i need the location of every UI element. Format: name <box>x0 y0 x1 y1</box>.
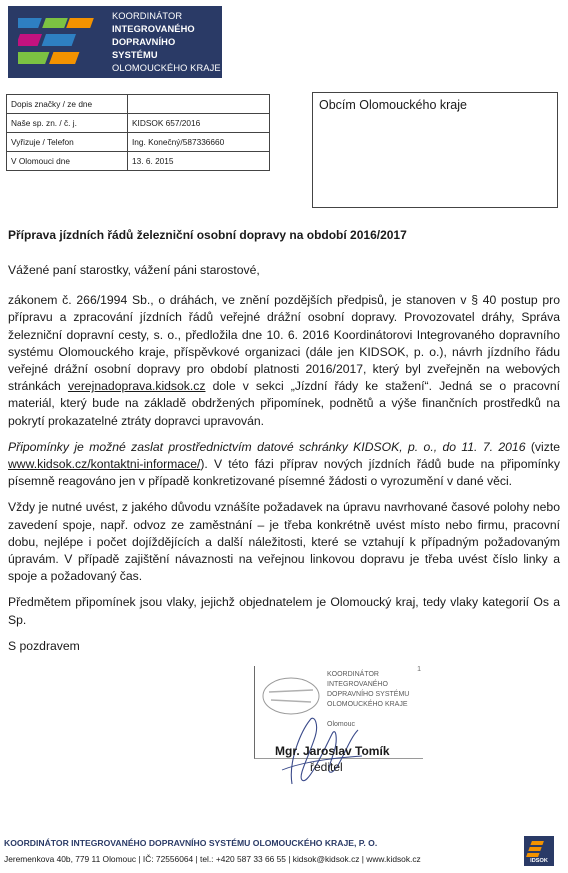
recipient-box: Obcím Olomouckého kraje <box>312 92 558 208</box>
logo-line: INTEGROVANÉHO <box>112 23 195 34</box>
ids-footer-logo <box>524 836 554 866</box>
paragraph: Vždy je nutné uvést, z jakého důvodu vznášíte požadavek na úpravu navrhované časové polohy nebo zavedení spoje, např. odvoz ze zaměstnání – je třeba konkrétně uvést místo nebo firmu, pracovní dobu, nejlépe i počet dojíždějících a další náležitosti, které se vztahují k případným požadovaným úpravám. V případě zajištění návaznosti na veřejnou linkovou dopravu je třeba uvést číslo linky a spoje a požadovaný čas. <box>8 500 560 584</box>
website-link[interactable]: verejnadoprava.kidsok.cz <box>67 379 206 394</box>
meta-label: Naše sp. zn. / č. j. <box>7 114 128 133</box>
salutation: Vážené paní starostky, vážení páni starostové, <box>8 263 260 277</box>
meta-value: Ing. Konečný/587336660 <box>128 133 270 152</box>
paragraph-text: zákonem č. 266/1994 Sb., o dráhách, ve znění pozdějších předpisů, je stanoven v § 40 postup pro přípravu a zpracování jízdních řádů veřejné drážní osobní dopravy. Provozovatel dráhy, Správa železniční dopravní cesty, s. o., předložila dne 10. 6. 2016 Koordinátorovi Integrovaného dopravního systému Olomouckého kraje, příspěvkové organizaci (dále jen KIDSOK, p. o.), návrh jízdního řádu veřejné drážní osobní dopravy pro období platnosti 2016/2017, který byl zveřejněn na webových stránkách <box>8 293 560 394</box>
signatory-role: ředitel <box>310 760 343 774</box>
paragraph: Předmětem připomínek jsou vlaky, jejichž objednatelem je Olomoucký kraj, tedy vlaky kategorií Os a Sp. <box>8 595 560 627</box>
organization-logo <box>8 6 222 78</box>
footer-organization: KOORDINÁTOR INTEGROVANÉHO DOPRAVNÍHO SYSTÉMU OLOMOUCKÉHO KRAJE, P. O. <box>4 838 378 848</box>
stamp-line: INTEGROVANÉHO <box>327 681 388 688</box>
logo-line: KOORDINÁTOR <box>112 10 183 21</box>
letter-subject: Příprava jízdních řádů železniční osobní dopravy na období 2016/2017 <box>8 228 407 242</box>
stamp-line: KOORDINÁTOR <box>327 671 379 678</box>
paragraph-text: ). V této fázi příprav nových jízdních řádů bude na připomínky písemně reagováno jen v případě konkretizované písemné žádosti o vyrozumění v dané věci. <box>8 457 560 489</box>
paragraph-text: dole v sekci „Jízdní řády ke stažení“. Jedná se o pracovní materiál, který bude na základě obdržených připomínek, podnětů a výše finančních prostředků na pokrytí prokazatelné ztráty dopravci upravován. <box>8 379 560 428</box>
logo-line: DOPRAVNÍHO SYSTÉMU <box>112 36 176 60</box>
closing: S pozdravem <box>8 638 80 653</box>
reference-table <box>6 94 270 171</box>
paragraph-text: (vizte <box>525 439 560 454</box>
stamp-line: OLOMOUCKÉHO KRAJE <box>327 701 408 708</box>
letter-body <box>8 262 560 655</box>
table-row <box>7 95 270 114</box>
logo-line: OLOMOUCKÉHO KRAJE <box>112 62 221 73</box>
table-row <box>7 152 270 171</box>
contact-link[interactable]: www.kidsok.cz/kontaktni-informace/ <box>8 457 201 472</box>
stamp-line: DOPRAVNÍHO SYSTÉMU <box>327 691 410 698</box>
meta-value <box>128 95 270 114</box>
ids-mark-icon <box>524 838 554 860</box>
stamp-number: 1 <box>417 666 421 673</box>
meta-value: 13. 6. 2015 <box>128 152 270 171</box>
table-row <box>7 114 270 133</box>
letter-footer <box>0 836 568 873</box>
deadline-text: Připomínky je možné zaslat prostřednictvím datové schránky KIDSOK, p. o., do 11. 7. 2016 <box>8 439 526 454</box>
meta-label: Dopis značky / ze dne <box>7 95 128 114</box>
paragraph <box>8 439 560 491</box>
stamp-city: Olomouc <box>327 721 356 728</box>
meta-label: V Olomouci dne <box>7 152 128 171</box>
paragraph <box>8 292 560 430</box>
logo-wordmark <box>112 10 222 75</box>
footer-logo-label: IDSOK <box>530 858 548 864</box>
table-row <box>7 133 270 152</box>
signatory-name: Mgr. Jaroslav Tomík <box>275 744 390 758</box>
meta-value: KIDSOK 657/2016 <box>128 114 270 133</box>
footer-contacts: Jeremenkova 40b, 779 11 Olomouc | IČ: 72556064 | tel.: +420 587 33 66 55 | kidsok@kidsok.cz | www.kidsok.cz <box>4 854 421 864</box>
ids-logo-icon <box>18 12 106 72</box>
meta-label: Vyřizuje / Telefon <box>7 133 128 152</box>
